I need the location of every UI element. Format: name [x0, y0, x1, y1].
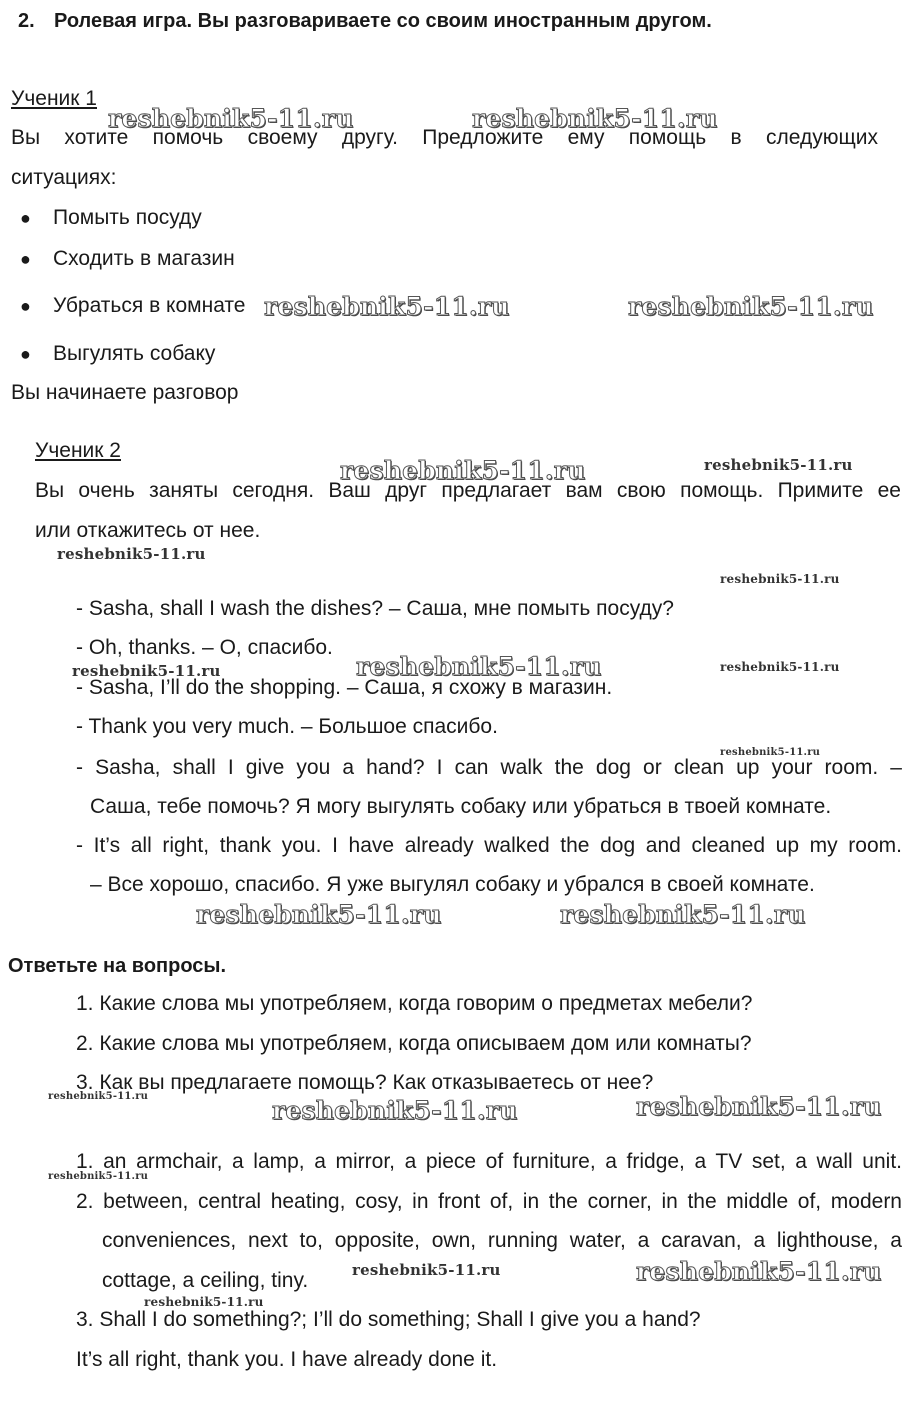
answer-line: cottage, a ceiling, tiny. [102, 1269, 309, 1292]
dialogue-line: - Sasha, I’ll do the shopping. – Саша, я схожу в магазин. [76, 676, 613, 699]
bullet-icon: ● [20, 296, 31, 316]
student2-intro-cont: или откажитесь от нее. [35, 519, 261, 542]
question-item: 1. Какие слова мы употребляем, когда говорим о предметах мебели? [76, 992, 753, 1015]
watermark: reshebnik5-11.ru [356, 652, 602, 681]
answer-line: conveniences, next to, opposite, own, running water, a caravan, a lighthouse, a [102, 1229, 902, 1252]
answer-line: 2. between, central heating, cosy, in front of, in the corner, in the middle of, modern [76, 1190, 902, 1213]
dialogue-line: - Sasha, shall I wash the dishes? – Саша, мне помыть посуду? [76, 597, 674, 620]
student2-intro: Вы очень заняты сегодня. Ваш друг предлагает вам свою помощь. Примите ее [35, 479, 901, 502]
list-item: Выгулять собаку [53, 342, 216, 365]
watermark: reshebnik5-11.ru [48, 1091, 149, 1102]
question-item: 3. Как вы предлагаете помощь? Как отказываетесь от нее? [76, 1071, 654, 1094]
dialogue-line: Саша, тебе помочь? Я могу выгулять собаку или убраться в твоей комнате. [90, 795, 832, 818]
dialogue-line: – Все хорошо, спасибо. Я уже выгулял собаку и убрался в своей комнате. [90, 873, 815, 896]
exercise-title: Ролевая игра. Вы разговариваете со своим иностранным другом. [54, 10, 712, 32]
watermark: reshebnik5-11.ru [720, 572, 840, 586]
question-item: 2. Какие слова мы употребляем, когда описываем дом или комнаты? [76, 1032, 752, 1055]
watermark: reshebnik5-11.ru [636, 1092, 882, 1121]
answer-line: It’s all right, thank you. I have already done it. [76, 1348, 498, 1371]
student1-label: Ученик 1 [11, 87, 97, 110]
list-item: Помыть посуду [53, 206, 202, 229]
watermark: reshebnik5-11.ru [560, 900, 806, 929]
watermark: reshebnik5-11.ru [72, 662, 221, 680]
exercise-number: 2. [18, 10, 35, 32]
watermark: reshebnik5-11.ru [196, 900, 442, 929]
questions-heading: Ответьте на вопросы. [8, 955, 227, 977]
watermark: reshebnik5-11.ru [264, 292, 510, 321]
watermark: reshebnik5-11.ru [48, 1171, 149, 1182]
watermark: reshebnik5-11.ru [704, 456, 853, 474]
watermark: reshebnik5-11.ru [352, 1261, 501, 1279]
watermark: reshebnik5-11.ru [636, 1257, 882, 1286]
answer-line: 1. an armchair, a lamp, a mirror, a piece of furniture, a fridge, a TV set, a wall unit. [76, 1150, 902, 1173]
list-item: Сходить в магазин [53, 247, 235, 270]
watermark: reshebnik5-11.ru [57, 545, 206, 563]
watermark: reshebnik5-11.ru [108, 104, 354, 133]
watermark: reshebnik5-11.ru [472, 104, 718, 133]
student2-label: Ученик 2 [35, 439, 121, 462]
student1-intro-cont: ситуациях: [11, 166, 117, 189]
watermark: reshebnik5-11.ru [340, 456, 586, 485]
watermark: reshebnik5-11.ru [720, 660, 840, 674]
answer-line: 3. Shall I do something?; I’ll do something; Shall I give you a hand? [76, 1308, 701, 1331]
bullet-icon: ● [20, 208, 31, 228]
watermark: reshebnik5-11.ru [144, 1295, 264, 1309]
student1-closing: Вы начинаете разговор [11, 381, 239, 404]
list-item: Убраться в комнате [53, 294, 246, 317]
bullet-icon: ● [20, 249, 31, 269]
watermark: reshebnik5-11.ru [720, 747, 821, 758]
dialogue-line: - Oh, thanks. – О, спасибо. [76, 636, 333, 659]
dialogue-line: - Thank you very much. – Большое спасибо. [76, 715, 498, 738]
watermark: reshebnik5-11.ru [272, 1096, 518, 1125]
student1-intro: Вы хотите помочь своему другу. Предложите ему помощь в следующих [11, 126, 878, 149]
dialogue-line: - Sasha, shall I give you a hand? I can walk the dog or clean up your room. – [76, 756, 902, 779]
dialogue-line: - It’s all right, thank you. I have already walked the dog and cleaned up my room. [76, 834, 902, 857]
bullet-icon: ● [20, 344, 31, 364]
watermark: reshebnik5-11.ru [628, 292, 874, 321]
